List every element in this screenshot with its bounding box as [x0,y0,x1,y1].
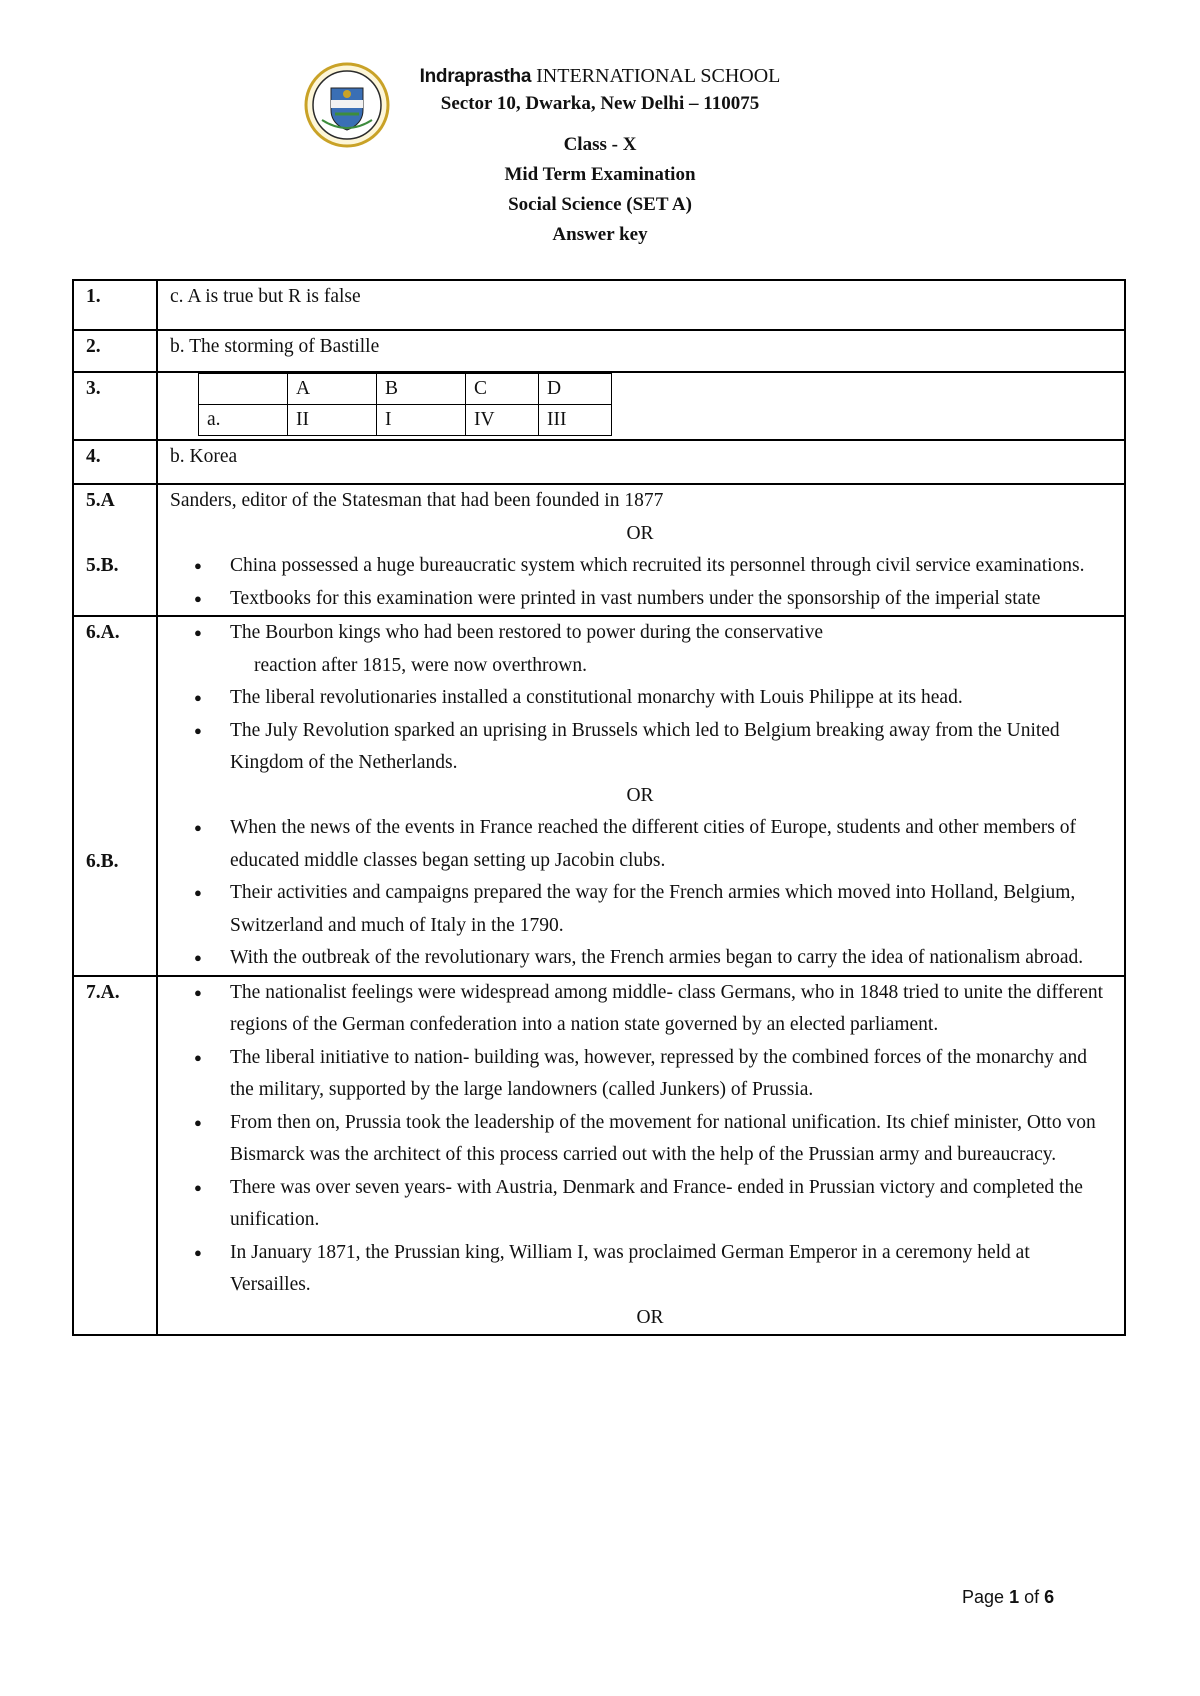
question-number: 4. [73,440,157,484]
answer-row-7 [73,976,1125,1336]
answer-row-1 [73,280,1125,330]
question-number: 1. [73,280,157,330]
match-cell: B [377,374,466,405]
answer-row-6 [73,616,1125,976]
bullet-list [170,617,1110,780]
bullet-point: ● With the outbreak of the revolutionary wars, the French armies began to carry the idea of nationalism abroad. [230,942,1110,975]
bullet-point: ● From then on, Prussia took the leadership of the movement for national unification. Its chief minister, Otto von Bismarck was the architect of this process carried out with the help of the Prussian army and bureaucracy. [230,1107,1110,1172]
page-total: 6 [1044,1587,1055,1607]
school-name: Indraprastha [419,66,532,87]
or-separator: OR [626,522,654,544]
bullet-list [170,977,1110,1302]
school-address: Sector 10, Dwarka, New Delhi – 110075 [440,93,760,114]
bullet-point: ● There was over seven years- with Austria, Denmark and France- ended in Prussian victory and completed the unification. [230,1172,1110,1237]
answer-row-3 [73,372,1125,440]
bullet-list [170,550,1110,615]
bullet-point: ● In January 1871, the Prussian king, William I, was proclaimed German Emperor in a ceremony held at Versailles. [230,1237,1110,1302]
match-cell: D [539,374,612,405]
or-separator: OR [626,784,654,806]
exam-title: Mid Term Examination [504,164,696,185]
class-label: Class - X [563,134,637,155]
answer-row-4 [73,440,1125,484]
answer-key-table [72,279,1126,1336]
bullet-list [170,812,1110,975]
answer-text: c. A is true but R is false [157,280,1125,330]
bullet-point: ● China possessed a huge bureaucratic system which recruited its personnel through civil service examinations. [230,550,1110,583]
bullet-point: ● Textbooks for this examination were printed in vast numbers under the sponsorship of the imperial state [230,583,1110,616]
bullet-point: ● The liberal revolutionaries installed a constitutional monarchy with Louis Philippe at its head. [230,682,1110,715]
bullet-point: ● When the news of the events in France reached the different cities of Europe, students and other members of educated middle classes began setting up Jacobin clubs. [230,812,1110,877]
match-answer-row [199,405,612,436]
bullet-line: reaction after 1815, were now overthrown. [254,654,587,676]
match-cell: a. [199,405,288,436]
school-name-rest: INTERNATIONAL SCHOOL [536,65,781,87]
match-cell: III [539,405,612,436]
match-cell: II [288,405,377,436]
bullet-point: ● The nationalist feelings were widespread among middle- class Germans, who in 1848 tried to unite the different regions of the German confederation into a nation state governed by an elected parliament. [230,977,1110,1042]
school-header [330,62,870,117]
question-number: 2. [73,330,157,372]
answer-row-2 [73,330,1125,372]
match-cell: C [466,374,539,405]
question-number: 6.A. [86,622,120,643]
question-number: 5.B. [86,554,119,576]
match-cell: IV [466,405,539,436]
match-table [198,373,612,436]
answer-text: b. Korea [157,440,1125,484]
of-word: of [1024,1587,1040,1607]
answer-row-5 [73,484,1125,616]
answer-text: Sanders, editor of the Statesman that had been founded in 1877 [170,490,664,511]
question-number: 7.A. [73,976,157,1336]
question-number: 3. [73,372,157,440]
page-footer [962,1587,1054,1608]
bullet-point [230,617,1110,682]
question-number: 5.A [86,490,115,511]
match-cell: I [377,405,466,436]
match-cell: A [288,374,377,405]
exam-info [400,130,800,250]
or-separator: OR [636,1306,664,1328]
bullet-point: ● The liberal initiative to nation- building was, however, repressed by the combined forces of the monarchy and the military, supported by the large landowners (called Junkers) of Prussia. [230,1042,1110,1107]
subject-title: Social Science (SET A) [508,194,692,215]
school-name-line [330,62,870,91]
bullet-point: ● The July Revolution sparked an uprising in Brussels which led to Belgium breaking away from the United Kingdom of the Netherlands. [230,715,1110,780]
question-number: 6.B. [86,850,119,872]
bullet-line: The Bourbon kings who had been restored to power during the conservative [230,622,823,643]
page-word: Page [962,1587,1005,1607]
bullet-point: ● Their activities and campaigns prepared the way for the French armies which moved into Holland, Belgium, Switzerland and much of Italy in the 1790. [230,877,1110,942]
match-header-row [199,374,612,405]
answer-text: b. The storming of Bastille [157,330,1125,372]
doc-type: Answer key [552,224,648,245]
match-cell [199,374,288,405]
page-number: 1 [1009,1587,1020,1607]
